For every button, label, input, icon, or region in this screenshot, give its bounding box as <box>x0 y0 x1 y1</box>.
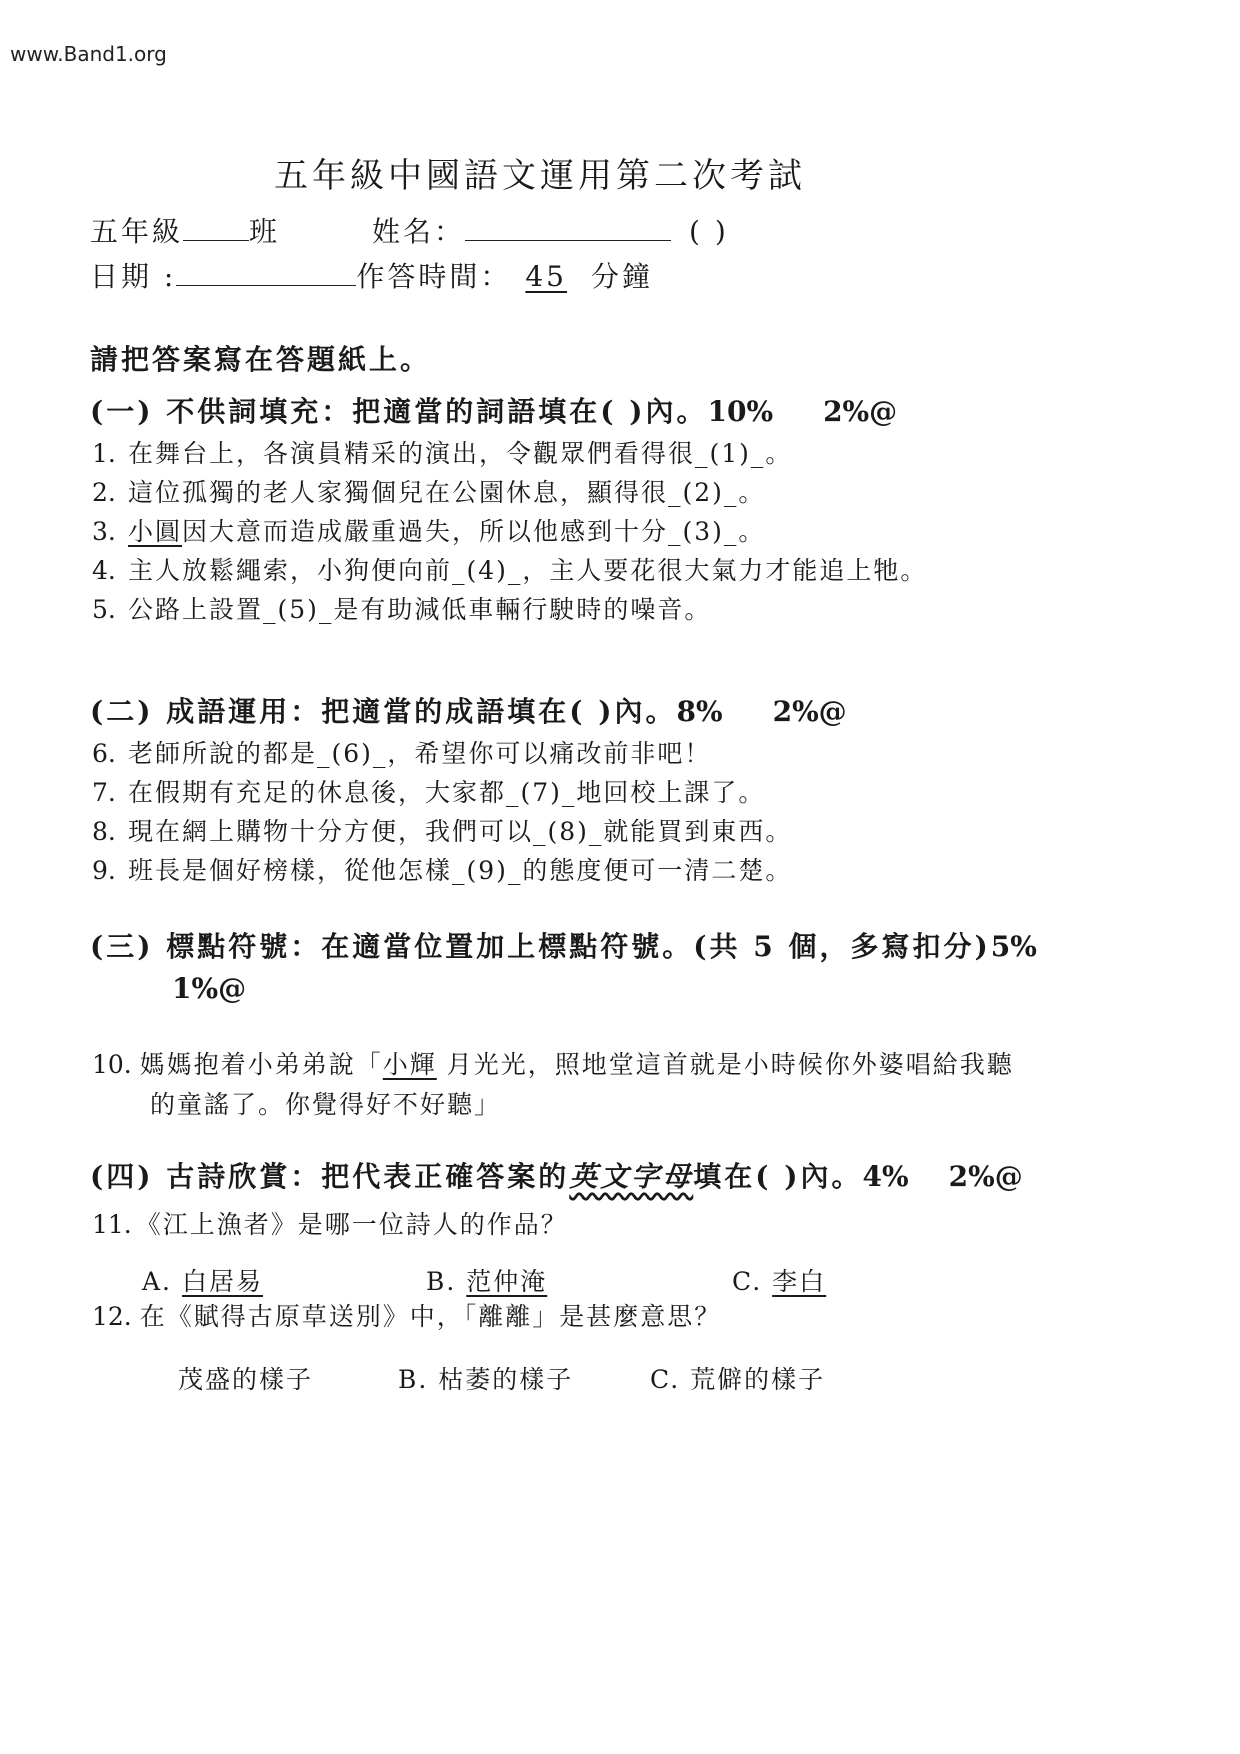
question-3 <box>92 512 765 548</box>
option-letter: A. <box>142 1267 173 1296</box>
section3-extra: 1%@ <box>172 972 247 1005</box>
question-1 <box>92 434 792 470</box>
question-6-number: 6. <box>92 739 116 768</box>
question-11-option-b[interactable] <box>426 1262 547 1298</box>
section1-points: 10% <box>707 395 774 428</box>
question-3-number: 3. <box>92 517 116 546</box>
question-2 <box>92 473 765 509</box>
question-10 <box>92 1045 1014 1081</box>
section3-heading-text: (三) 標點符號：在適當位置加上標點符號。(共 5 個，多寫扣分) <box>90 930 991 963</box>
section4-points: 4% <box>862 1160 909 1193</box>
class-suffix: 班 <box>249 215 281 248</box>
section2-extra: 2%@ <box>772 695 847 728</box>
option-text: 白居易 <box>181 1267 263 1296</box>
question-10-line2: 的童謠了。你覺得好不好聽」 <box>150 1090 502 1119</box>
question-2-number: 2. <box>92 478 116 507</box>
option-text: 范仲淹 <box>466 1267 548 1296</box>
exam-title: 五年級中國語文運用第二次考試 <box>274 156 806 196</box>
question-11 <box>92 1205 568 1241</box>
name-label: 姓名： <box>372 215 466 248</box>
watermark: www.Band1.org <box>10 42 167 66</box>
question-5-text: 公路上設置_(5)_是有助減低車輛行駛時的噪音。 <box>128 595 712 624</box>
section3-points: 5% <box>990 930 1037 963</box>
question-12-option-a[interactable] <box>178 1360 313 1396</box>
option-text: 枯萎的樣子 <box>438 1365 574 1394</box>
question-2-text: 這位孤獨的老人家獨個兒在公園休息，顯得很_(2)_。 <box>128 478 766 507</box>
question-3-text: 因大意而造成嚴重過失，所以他感到十分_(3)_。 <box>182 517 766 546</box>
question-1-text: 在舞台上，各演員精采的演出，令觀眾們看得很_(1)_。 <box>128 439 793 468</box>
question-11-number: 11. <box>92 1210 132 1239</box>
question-3-proper-name: 小圓 <box>128 517 183 546</box>
date-duration-line <box>90 255 653 295</box>
option-text: 荒僻的樣子 <box>690 1365 826 1394</box>
question-12-option-c[interactable] <box>650 1360 825 1396</box>
question-12-text: 在《賦得古原草送別》中，「離離」是甚麼意思？ <box>139 1302 722 1331</box>
question-6-text: 老師所說的都是_(6)_，希望你可以痛改前非吧！ <box>128 739 712 768</box>
question-4 <box>92 551 927 587</box>
option-letter: B. <box>398 1365 429 1394</box>
option-text: 茂盛的樣子 <box>178 1365 314 1394</box>
duration-label: 作答時間： <box>356 260 512 293</box>
section1-heading <box>90 390 897 430</box>
question-1-number: 1. <box>92 439 116 468</box>
question-11-option-c[interactable] <box>732 1262 826 1298</box>
option-letter: C. <box>732 1267 763 1296</box>
question-11-text: 《江上漁者》是哪一位詩人的作品？ <box>135 1210 568 1239</box>
option-letter: B. <box>426 1267 457 1296</box>
question-9 <box>92 851 792 887</box>
grade-label: 五年級 <box>90 215 184 248</box>
section1-extra: 2%@ <box>823 395 898 428</box>
question-8-number: 8. <box>92 817 116 846</box>
option-letter: C. <box>650 1365 681 1394</box>
question-10-text-mid: 月光光，照地堂這首就是小時候你外婆唱給我聽 <box>436 1050 1014 1079</box>
grade-class-line <box>90 210 280 250</box>
question-11-option-a[interactable] <box>142 1262 263 1298</box>
question-7-number: 7. <box>92 778 116 807</box>
question-4-number: 4. <box>92 556 116 585</box>
section4-heading-emphasis: 英文字母 <box>569 1160 694 1193</box>
question-12 <box>92 1297 721 1333</box>
question-10-number: 10. <box>92 1050 132 1079</box>
section2-points: 8% <box>676 695 723 728</box>
question-10-text-start: 媽媽抱着小弟弟說「 <box>139 1050 383 1079</box>
question-9-number: 9. <box>92 856 116 885</box>
question-12-number: 12. <box>92 1302 132 1331</box>
section2-heading <box>90 690 847 730</box>
section4-heading-end: 填在( )內。 <box>693 1160 863 1193</box>
student-number-paren: ( ) <box>689 215 729 248</box>
section2-heading-text: (二) 成語運用：把適當的成語填在( )內。 <box>90 695 677 728</box>
question-12-option-b[interactable] <box>398 1360 573 1396</box>
question-7 <box>92 773 765 809</box>
section4-heading <box>90 1155 1023 1195</box>
question-9-text: 班長是個好榜樣，從他怎樣_(9)_的態度便可一清二楚。 <box>128 856 793 885</box>
name-line <box>372 210 729 250</box>
question-5-number: 5. <box>92 595 116 624</box>
option-text: 李白 <box>772 1267 827 1296</box>
section4-extra: 2%@ <box>948 1160 1023 1193</box>
question-10-proper-name: 小輝 <box>382 1050 437 1079</box>
question-6 <box>92 734 711 770</box>
question-5 <box>92 590 711 626</box>
section1-heading-text: (一) 不供詞填充：把適當的詞語填在( )內。 <box>90 395 708 428</box>
question-8 <box>92 812 792 848</box>
duration-unit: 分鐘 <box>591 260 654 293</box>
class-blank[interactable] <box>183 214 249 241</box>
section3-heading <box>90 925 1037 965</box>
question-7-text: 在假期有充足的休息後，大家都_(7)_地回校上課了。 <box>128 778 766 807</box>
name-blank[interactable] <box>465 214 671 241</box>
date-label: 日期 : <box>90 260 177 293</box>
question-8-text: 現在網上購物十分方便，我們可以_(8)_就能買到東西。 <box>128 817 793 846</box>
date-blank[interactable] <box>176 259 356 286</box>
question-4-text: 主人放鬆繩索，小狗便向前_(4)_，主人要花很大氣力才能追上牠。 <box>128 556 928 585</box>
section4-heading-start: (四) 古詩欣賞：把代表正確答案的 <box>90 1160 570 1193</box>
duration-value: 45 <box>525 260 567 293</box>
instruction: 請把答案寫在答題紙上。 <box>90 343 432 376</box>
